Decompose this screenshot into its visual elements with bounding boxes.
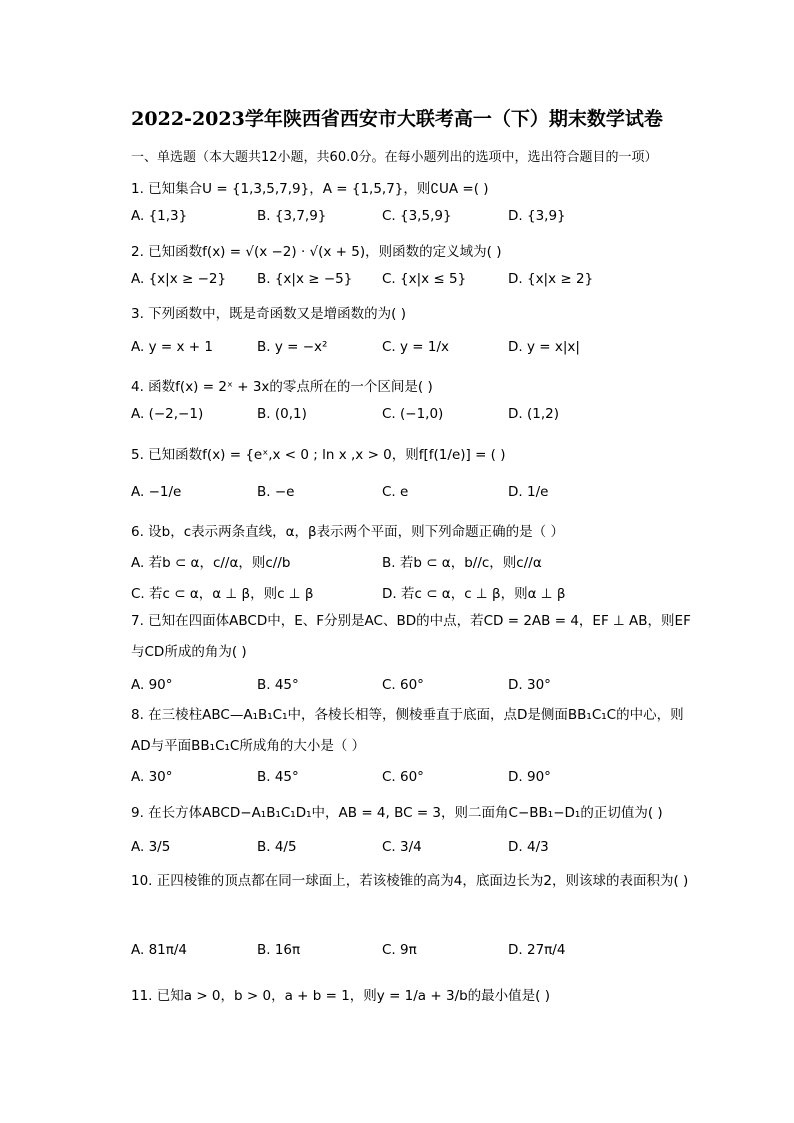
option-c[interactable]: C. {3,5,9} — [382, 208, 452, 224]
option-a[interactable]: A. {1,3} — [131, 208, 188, 224]
option-b[interactable]: B. 4/5 — [257, 839, 297, 855]
option-b[interactable]: B. {x|x ≥ −5} — [257, 271, 353, 287]
option-a[interactable]: A. 90° — [131, 677, 173, 693]
option-c[interactable]: C. (−1,0) — [382, 406, 444, 422]
question-5-stem: 5. 已知函数f(x) = {eˣ,x < 0 ; ln x ,x > 0，则f[f(1/e)] = ( ) — [131, 447, 506, 463]
option-d[interactable]: D. y = x|x| — [508, 339, 580, 355]
question-11-stem: 11. 已知a > 0，b > 0，a + b = 1，则y = 1/a + 3/b的最小值是( ) — [131, 988, 551, 1004]
option-a[interactable]: A. (−2,−1) — [131, 406, 204, 422]
option-a[interactable]: A. 3/5 — [131, 839, 171, 855]
option-c[interactable]: C. 60° — [382, 677, 424, 693]
option-d[interactable]: D. 90° — [508, 769, 551, 785]
option-c[interactable]: C. 3/4 — [382, 839, 422, 855]
question-2-stem: 2. 已知函数f(x) = √(x −2) · √(x + 5)，则函数的定义域为( ) — [131, 244, 502, 260]
option-c[interactable]: C. y = 1/x — [382, 339, 450, 355]
question-1-stem: 1. 已知集合U = {1,3,5,7,9}，A = {1,5,7}，则∁UA =( ) — [131, 181, 489, 197]
option-c[interactable]: C. e — [382, 484, 409, 500]
option-b[interactable]: B. 若b ⊂ α，b//c，则c//α — [382, 555, 542, 571]
option-b[interactable]: B. −e — [257, 484, 295, 500]
option-d[interactable]: D. 4/3 — [508, 839, 549, 855]
option-a[interactable]: A. y = x + 1 — [131, 339, 213, 355]
option-c[interactable]: C. 9π — [382, 942, 417, 958]
option-d[interactable]: D. 27π/4 — [508, 942, 566, 958]
question-8-stem: 8. 在三棱柱ABC—A₁B₁C₁中，各棱长相等，侧棱垂直于底面，点D是侧面BB₁C₁C的中心，则AD与平面BB₁C₁C所成角的大小是（ ） — [131, 707, 684, 754]
option-a[interactable]: A. 30° — [131, 769, 173, 785]
option-a[interactable]: A. 81π/4 — [131, 942, 188, 958]
option-d[interactable]: D. (1,2) — [508, 406, 559, 422]
option-c[interactable]: C. 若c ⊂ α，α ⊥ β，则c ⊥ β — [131, 586, 314, 602]
option-d[interactable]: D. 30° — [508, 677, 551, 693]
option-a[interactable]: A. −1/e — [131, 484, 182, 500]
option-d[interactable]: D. 1/e — [508, 484, 549, 500]
section-heading: 一、单选题（本大题共12小题，共60.0分。在每小题列出的选项中，选出符合题目的一项） — [131, 150, 658, 165]
option-b[interactable]: B. 45° — [257, 769, 299, 785]
option-a[interactable]: A. 若b ⊂ α，c//α，则c//b — [131, 555, 291, 571]
page-title: 2022-2023学年陕西省西安市大联考高一（下）期末数学试卷 — [131, 108, 663, 130]
option-a[interactable]: A. {x|x ≥ −2} — [131, 271, 227, 287]
question-3-stem: 3. 下列函数中，既是奇函数又是增函数的为( ) — [131, 306, 406, 322]
option-b[interactable]: B. y = −x² — [257, 339, 328, 355]
question-9-stem: 9. 在长方体ABCD−A₁B₁C₁D₁中，AB = 4, BC = 3，则二面角C−BB₁−D₁的正切值为( ) — [131, 805, 663, 821]
option-d[interactable]: D. 若c ⊂ α，c ⊥ β，则α ⊥ β — [382, 586, 566, 602]
option-b[interactable]: B. 45° — [257, 677, 299, 693]
question-6-stem: 6. 设b，c表示两条直线，α，β表示两个平面，则下列命题正确的是（ ） — [131, 524, 564, 540]
option-c[interactable]: C. 60° — [382, 769, 424, 785]
option-b[interactable]: B. {3,7,9} — [257, 208, 327, 224]
option-b[interactable]: B. 16π — [257, 942, 301, 958]
option-d[interactable]: D. {3,9} — [508, 208, 566, 224]
question-10-stem: 10. 正四棱锥的顶点都在同一球面上，若该棱锥的高为4，底面边长为2，则该球的表面积为( ) — [131, 873, 689, 889]
question-7-stem: 7. 已知在四面体ABCD中，E、F分别是AC、BD的中点，若CD = 2AB = 4，EF ⊥ AB，则EF与CD所成的角为( ) — [131, 613, 691, 660]
option-c[interactable]: C. {x|x ≤ 5} — [382, 271, 467, 287]
option-b[interactable]: B. (0,1) — [257, 406, 307, 422]
option-d[interactable]: D. {x|x ≥ 2} — [508, 271, 594, 287]
question-4-stem: 4. 函数f(x) = 2ˣ + 3x的零点所在的一个区间是( ) — [131, 379, 433, 395]
